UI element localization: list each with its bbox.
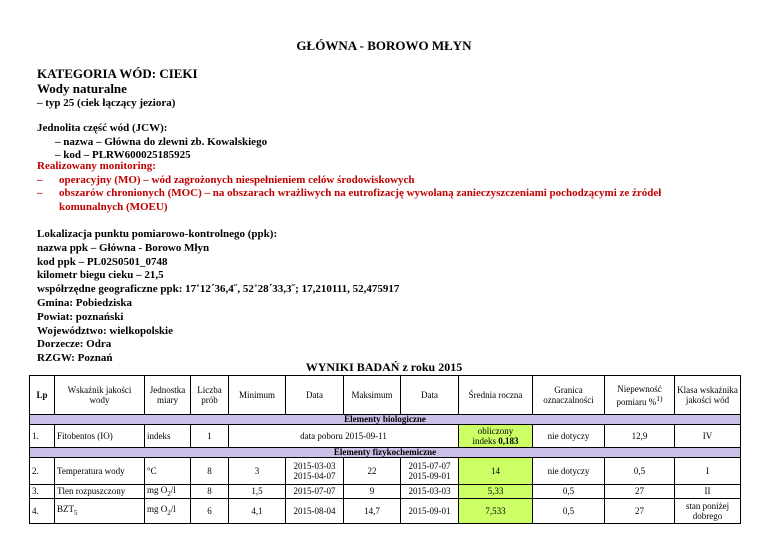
min-date: 2015-03-03 (293, 461, 336, 471)
row-max-date: 2015-09-01 (401, 498, 459, 523)
row-max: 22 (344, 458, 401, 485)
location-line: Dorzecze: Odra (37, 338, 112, 351)
max-date: 2015-09-01 (408, 471, 451, 481)
col-limit: Granica oznaczalności (533, 376, 605, 415)
row-min-date: 2015-07-07 (286, 485, 344, 499)
row-max-dates (401, 458, 459, 485)
location-line: Powiat: poznański (37, 310, 124, 323)
row-max: 9 (344, 485, 401, 499)
location-line: RZGW: Poznań (37, 352, 113, 365)
row-avg: 14 (459, 458, 533, 485)
natural-waters: Wody naturalne (37, 81, 127, 96)
row-unit: °C (145, 458, 191, 485)
row-lp: 3. (30, 485, 55, 499)
table-row (30, 425, 741, 448)
indicator-sub: 5 (74, 509, 78, 518)
monitoring-item (37, 187, 719, 214)
row-class: IV (675, 425, 741, 448)
row-lp: 2. (30, 458, 55, 485)
row-indicator: Temperatura wody (55, 458, 145, 485)
row-min-dates (286, 458, 344, 485)
row-limit: 0,5 (533, 485, 605, 499)
row-unit: indeks (145, 425, 191, 448)
row-count: 8 (191, 458, 229, 485)
avg-line1: obliczony (477, 426, 514, 436)
uncert-label: Niepewność pomiaru % (616, 383, 662, 407)
row-min: 4,1 (229, 498, 286, 523)
list-dash: – (37, 187, 43, 199)
row-indicator (55, 498, 145, 523)
monitoring-heading: Realizowany monitoring: (37, 160, 156, 172)
col-date1: Data (286, 376, 344, 415)
col-avg: Średnia roczna (459, 376, 533, 415)
row-avg: 7,533 (459, 498, 533, 523)
unit-tail: /l (170, 485, 176, 495)
row-uncert: 27 (605, 498, 675, 523)
row-sample-date: data poboru 2015-09-11 (229, 425, 459, 448)
row-limit: nie dotyczy (533, 458, 605, 485)
table-row (30, 498, 741, 523)
row-unit (145, 498, 191, 523)
row-uncert: 27 (605, 485, 675, 499)
row-lp: 4. (30, 498, 55, 523)
row-class: II (675, 485, 741, 499)
indicator-main: BZT (57, 504, 74, 515)
col-date2: Data (401, 376, 459, 415)
water-type: – typ 25 (ciek łączący jeziora) (37, 97, 176, 109)
col-lp: Lp (30, 376, 55, 415)
unit-sub: 2 (167, 509, 171, 518)
row-min: 3 (229, 458, 286, 485)
col-unit: Jednostka miary (145, 376, 191, 415)
row-unit (145, 485, 191, 499)
row-max-date: 2015-03-03 (401, 485, 459, 499)
row-count: 1 (191, 425, 229, 448)
row-lp: 1. (30, 425, 55, 448)
row-indicator: Fitobentos (IO) (55, 425, 145, 448)
jcw-heading: Jednolita część wód (JCW): (37, 122, 168, 134)
row-avg: 5,33 (459, 485, 533, 499)
category-section (37, 66, 198, 110)
row-class: stan poniżej dobrego (675, 498, 741, 523)
phys-band: Elementy fizykochemiczne (30, 448, 741, 458)
table-row (30, 485, 741, 499)
monitoring-item (37, 174, 719, 188)
min-date: 2015-04-07 (293, 471, 336, 481)
monitoring-section (37, 160, 719, 214)
jcw-code: – kod – PLRW600025185925 (55, 149, 191, 161)
unit-tail: /l (170, 504, 176, 515)
col-uncert (605, 376, 675, 415)
location-line: kilometr biegu cieku – 21,5 (37, 269, 164, 282)
table-header-row (30, 376, 741, 415)
location-line: Gmina: Pobiedziska (37, 296, 133, 309)
col-indicator: Wskaźnik jakości wody (55, 376, 145, 415)
max-date: 2015-07-07 (408, 461, 451, 471)
row-min-date: 2015-08-04 (286, 498, 344, 523)
col-count: Liczba prób (191, 376, 229, 415)
col-max: Maksimum (344, 376, 401, 415)
row-min: 1,5 (229, 485, 286, 499)
row-avg (459, 425, 533, 448)
results-table (29, 375, 741, 524)
location-line: Województwo: wielkopolskie (37, 324, 173, 337)
results-title: WYNIKI BADAŃ z roku 2015 (305, 360, 463, 374)
list-dash: – (37, 173, 43, 186)
unit-main: mg O (147, 504, 168, 515)
row-class: I (675, 458, 741, 485)
unit-main: mg O (147, 485, 168, 495)
location-heading: Lokalizacja punktu pomiarowo-kontrolnego (ppk): (37, 228, 278, 240)
row-max: 14,7 (344, 498, 401, 523)
row-uncert: 0,5 (605, 458, 675, 485)
uncert-footnote: 1) (656, 393, 663, 403)
row-indicator: Tlen rozpuszczony (55, 485, 145, 499)
monitoring-item-text: operacyjny (MO) – wód zagrożonych niespełnieniem celów środowiskowych (59, 173, 415, 186)
row-uncert: 12,9 (605, 425, 675, 448)
row-limit: nie dotyczy (533, 425, 605, 448)
row-count: 6 (191, 498, 229, 523)
location-section (37, 228, 399, 366)
bio-band-row (30, 415, 741, 425)
monitoring-item-text: obszarów chronionych (MOC) – na obszarach wrażliwych na eutrofizację wywołaną zanieczyszczeniami pochodzącymi ze źródeł komunalnych (MOEU) (59, 187, 662, 213)
avg-value: 0,183 (498, 436, 519, 446)
avg-line2 (461, 436, 530, 446)
page-title: GŁÓWNA - BOROWO MŁYN (296, 38, 472, 53)
unit-sub: 2 (167, 489, 171, 498)
col-class: Klasa wskaźnika jakości wód (675, 376, 741, 415)
category-heading: KATEGORIA WÓD: CIEKI (37, 66, 198, 81)
col-min: Minimum (229, 376, 286, 415)
jcw-name: – nazwa – Główna do zlewni zb. Kowalskiego (55, 135, 268, 148)
avg-prefix: indeks (472, 436, 499, 446)
row-count: 8 (191, 485, 229, 499)
table-row (30, 458, 741, 485)
jcw-section (37, 122, 267, 163)
location-line: nazwa ppk – Główna - Borowo Młyn (37, 241, 210, 254)
row-limit: 0,5 (533, 498, 605, 523)
phys-band-row (30, 448, 741, 458)
location-line: współrzędne geograficzne ppk: 17˚12΄36,4˝, 52˚28΄33,3˝; 17,210111, 52,475917 (37, 283, 400, 296)
location-line: kod ppk – PL02S0501_0748 (37, 255, 168, 268)
bio-band: Elementy biologiczne (30, 415, 741, 425)
